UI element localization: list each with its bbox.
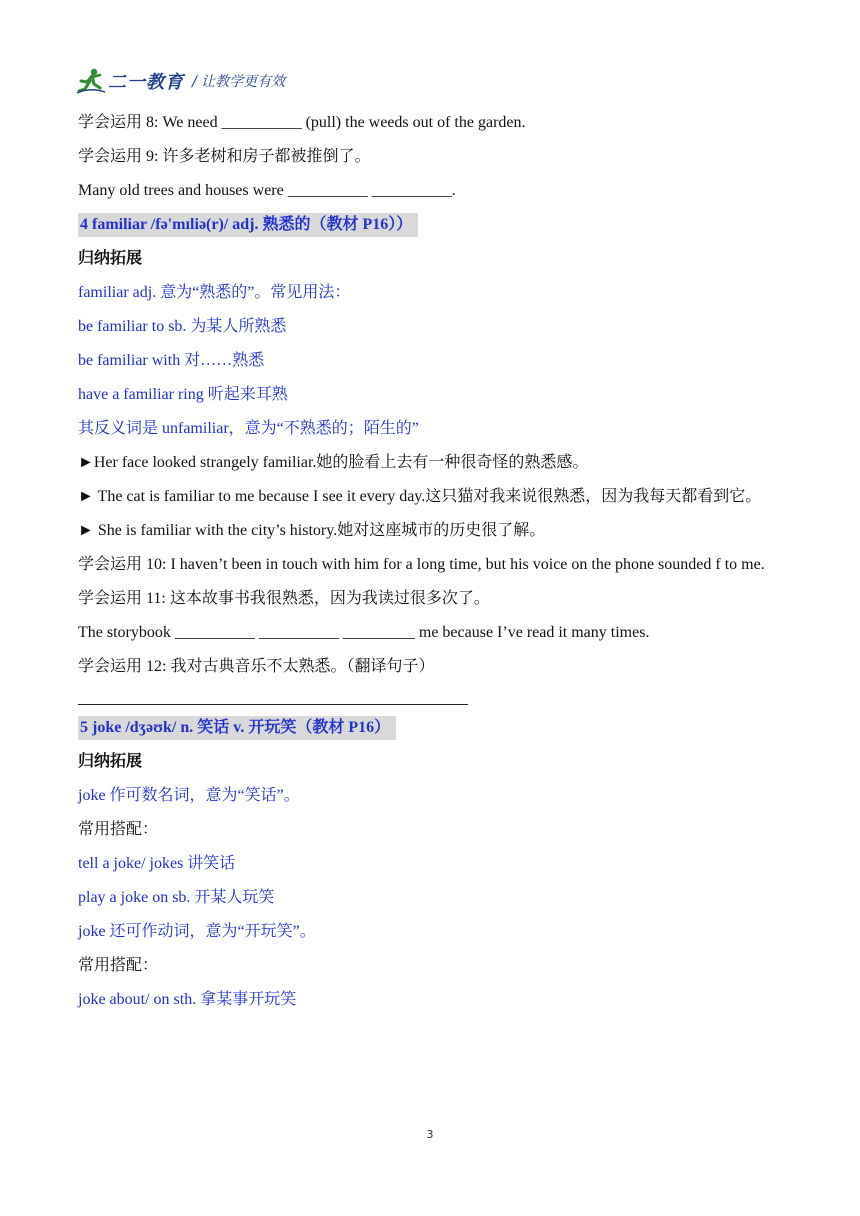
text-line: 学会运用 11: 这本故事书我很熟悉，因为我读过很多次了。 [78,590,490,607]
section-heading [78,711,790,745]
text-line: be familiar to sb. 为某人所熟悉 [78,318,287,335]
section-heading-text: 5 joke /dʒəʊk/ n. 笑话 v. 开玩笑（教材 P16） [78,716,396,740]
text-line: 学会运用 9: 许多老树和房子都被推倒了。 [78,148,371,165]
text-line: 学会运用 10: I haven’t been in touch with him for a long time, but his voice on the phone sounded f to me. [78,556,765,573]
text-line: play a joke on sb. 开某人玩笑 [78,889,275,906]
text-line: 其反义词是 unfamiliar，意为“不熟悉的；陌生的” [78,420,419,437]
text-line: 学会运用 8: We need __________ (pull) the weeds out of the garden. [78,114,526,131]
page-header [76,64,285,98]
document-body [78,106,790,1017]
header-slogan: / 让教学更有效 [192,74,286,90]
subheading: 归纳拓展 [78,753,143,770]
logo-text: 二一教育 [108,72,184,93]
section-heading-text: 4 familiar /fə'mɪliə(r)/ adj. 熟悉的（教材 P16）） [78,213,418,237]
text-line: 学会运用 12: 我对古典音乐不太熟悉。（翻译句子） [78,658,435,675]
text-line: The storybook __________ __________ _________ me because I’ve read it many times. [78,624,650,641]
text-line: Many old trees and houses were __________ __________. [78,182,456,199]
section-heading [78,208,790,242]
text-line: joke about/ on sth. 拿某事开玩笑 [78,991,297,1008]
text-line: ► The cat is familiar to me because I see it every day.这只猫对我来说很熟悉，因为我每天都看到它。 [78,488,762,505]
subheading: 归纳拓展 [78,250,143,267]
text-line: ► She is familiar with the city’s history.她对这座城市的历史很了解。 [78,522,546,539]
text-line: 常用搭配： [78,957,159,974]
answer-blank-line [78,684,468,705]
text-line: be familiar with 对……熟悉 [78,352,265,369]
text-line: tell a joke/ jokes 讲笑话 [78,855,236,872]
text-line: joke 还可作动词，意为“开玩笑”。 [78,923,316,940]
runner-logo-icon [76,67,106,95]
text-line: ►Her face looked strangely familiar.她的脸看上去有一种很奇怪的熟悉感。 [78,454,589,471]
text-line: familiar adj. 意为“熟悉的”。常见用法： [78,284,351,301]
text-line: 常用搭配： [78,821,159,838]
page-number: 3 [426,1128,434,1141]
text-line: joke 作可数名词，意为“笑话”。 [78,787,300,804]
text-line: have a familiar ring 听起来耳熟 [78,386,288,403]
logo [76,67,184,95]
